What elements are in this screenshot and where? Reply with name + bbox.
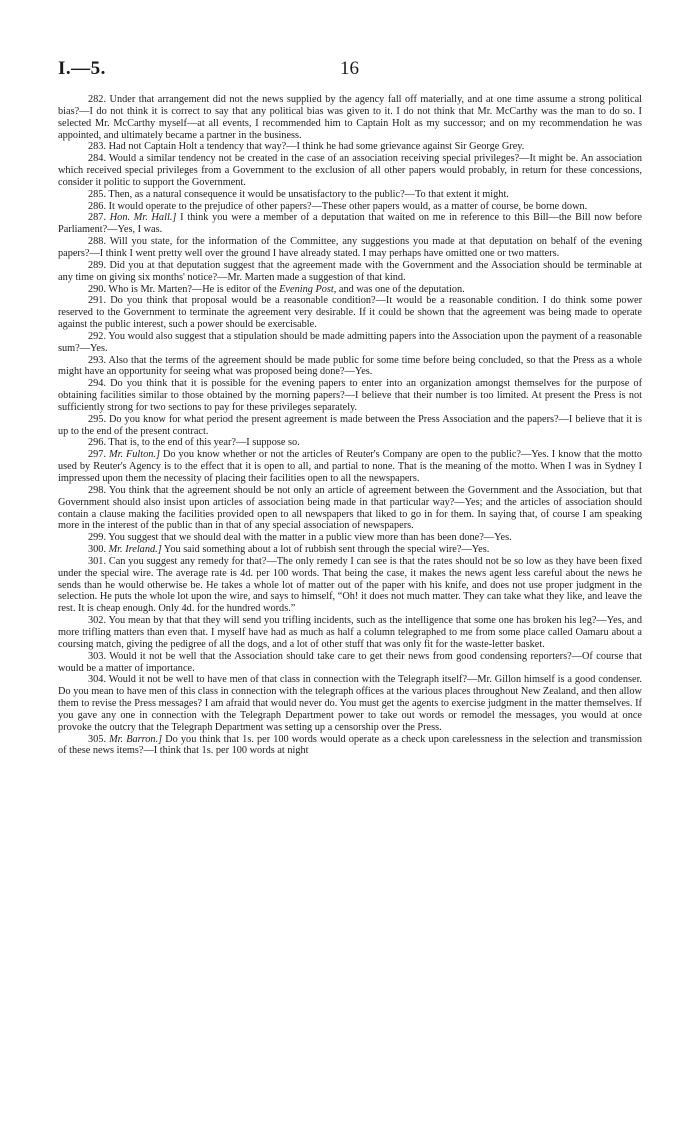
paragraph-297: 297. Mr. Fulton.] Do you know whether or not the articles of Reuter's Company are open to the public?—Yes. I know that the motto used by Reuter's Agency is to the effect that it is open to all, and partial to none. That is the meaning of the motto. When I was in Sydney I impressed upon them the necessity of placing their facilities open to all the newspapers. xyxy=(58,449,642,484)
paragraph-289: 289. Did you at that deputation suggest that the agreement made with the Government and the Association should be terminable at any time on giving six months' notice?—Mr. Marten made a suggestion of that kind. xyxy=(58,259,643,283)
paragraph-287: 287. Hon. Mr. Hall.] I think you were a member of a deputation that waited on me in reference to this Bill—the Bill now before Parliament?—Yes, I was. xyxy=(58,212,643,236)
paragraph-304: 304. Would it not be well to have men of that class in connection with the Telegraph itself?—Mr. Gillon himself is a good condenser. Do you mean to have men of this class in connection with the telegraph offices at the various places throughout New Zealand, and then allow them to revise the Press messages? I am afraid that would never do. You must get the agents to exercise judgment in the matter themselves. If you gave any one in connection with the Telegraph Department power to take out words or remodel the messages, you would at once provoke the outcry that the Telegraph Department was setting up a censorship over the Press. xyxy=(58,674,643,733)
paragraph-298: 298. You think that the agreement should be not only an article of agreement between the Government and the Association, but that Government should also insist upon articles of association being made in that particular way?—Yes; and the articles of association should contain a clause making the facilities provided open to all newspapers that liked to go in for them. In saying that, of course I am speaking more in the interest of the public than in that of any special association of newspapers. xyxy=(58,484,642,532)
page-header xyxy=(58,58,642,84)
newspaper-title: Evening Post xyxy=(279,283,334,295)
paragraph-285: 285. Then, as a natural consequence it would be unsatisfactory to the public?—To that extent it might. xyxy=(88,188,509,200)
paragraph-283: 283. Had not Captain Holt a tendency that way?—I think he had some grievance against Sir George Grey. xyxy=(88,141,525,153)
speaker-name: Mr. Barron.] xyxy=(109,733,163,745)
paragraph-291: 291. Do you think that proposal would be a reasonable condition?—It would be a reasonable condition. I do think some power reserved to the Government to terminate the agreement very desirable. If it could be shown that the agreement was being made to operate against the public interest, such a power should be exercisable. xyxy=(58,295,643,331)
paragraph-302: 302. You mean by that that they will send you trifling incidents, such as the intelligence that some one has broken his leg?—Yes, and more trifling matters than even that. I myself have had as much as half a column telegraphed to me from some place called Oamaru about a coursing match, giving the pedigree of all the dogs, and a lot of other stuff that was only fit for the waste-letter basket. xyxy=(58,615,642,650)
paragraph-299: 299. You suggest that we should deal with the matter in a public view more than has been done?—Yes. xyxy=(88,532,512,544)
paragraph-292: 292. You would also suggest that a stipulation should be made admitting papers into the Association upon the payment of a reasonable sum?—Yes. xyxy=(58,330,642,354)
speaker-name: Mr. Fulton.] xyxy=(109,449,161,461)
paragraph-293: 293. Also that the terms of the agreement should be made public for some time before being concluded, so that the Press as a whole might have an opportunity for seeing what was proposed being done?—Yes. xyxy=(58,354,642,378)
paragraph-290: 290. Who is Mr. Marten?—He is editor of the Evening Post, and was one of the deputation. xyxy=(88,283,465,295)
paragraph-300: 300. Mr. Ireland.] You said something about a lot of rubbish sent through the special wire?—Yes. xyxy=(88,544,490,556)
paragraph-301: 301. Can you suggest any remedy for that?—The only remedy I can see is that the rates should not be so low as they have been fixed under the special wire. The average rate is 4d. per 100 words. That being the case, it makes the news agent less careful about the news he sends than he would otherwise be. He takes a whole lot of matter out of the paper with his knife, and does not use proper judgment in the selection. He puts the whole lot upon the wire, and says to himself, “Oh! it does not much matter. They can take what they like, and leave the rest. It is cheap enough. Only 4d. for the hundred words.” xyxy=(58,555,642,615)
speaker-name: Mr. Ireland.] xyxy=(108,544,162,556)
paragraph-294: 294. Do you think that it is possible for the evening papers to enter into an organization amongst themselves for the purpose of obtaining facilities similar to those obtained by the morning papers?—I believe that their number is too limited. At present the Press is not sufficiently strong for two sections to pay for these privileges separately. xyxy=(58,378,642,413)
paragraph-295: 295. Do you know for what period the present agreement is made between the Press Association and the papers?—I believe that it is up to the end of the present contract. xyxy=(58,413,642,437)
paragraph-296: 296. That is, to the end of this year?—I suppose so. xyxy=(88,437,300,449)
paragraph-305: 305. Mr. Barron.] Do you think that 1s. per 100 words would operate as a check upon carelessness in the selection and transmission of these news items?—I think that 1s. per 100 words at night xyxy=(58,733,642,757)
page-number: 16 xyxy=(340,58,359,79)
paragraph-288: 288. Will you state, for the information of the Committee, any suggestions you made at that deputation on behalf of the evening papers?—I think I went pretty well over the ground I have already stated. I may perhaps have omitted one or two matters. xyxy=(58,236,642,259)
paragraph-282: 282. Under that arrangement did not the news supplied by the agency fall off materially, and at one time assume a strong political bias?—I do not think it is correct to say that any political bias was given to it. I do not think that Mr. McCarthy was the man to do so. I selected Mr. McCarthy myself—at all events, I recommended him to Captain Holt as my successor; and on my recommendation he was appointed, and ultimately became a partner in the business. xyxy=(58,94,642,141)
paragraph-303: 303. Would it not be well that the Association should take care to get their news from good condensing reporters?—Of course that would be a matter of importance. xyxy=(58,650,642,674)
document-reference: I.—5. xyxy=(58,58,106,79)
paragraph-284: 284. Would a similar tendency not be created in the case of an association receiving special privileges?—It might be. An association which received special privileges from a Government to the exclusion of all other papers would probably, in return for these concessions, consider it politic to support the Government. xyxy=(58,153,643,188)
speaker-name: Hon. Mr. Hall.] xyxy=(109,212,177,224)
evidence-text xyxy=(58,94,642,757)
paragraph-286: 286. It would operate to the prejudice of other papers?—These other papers would, as a matter of course, be borne down. xyxy=(88,200,588,212)
